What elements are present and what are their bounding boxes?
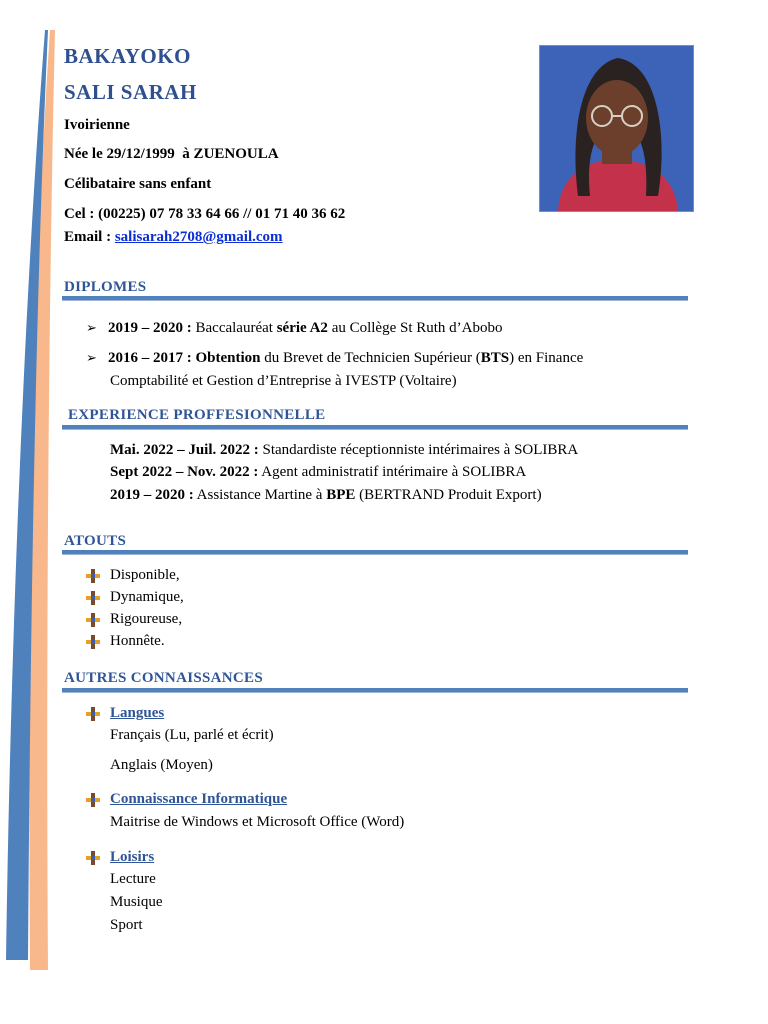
cross-bullet-icon xyxy=(86,591,100,605)
nationality: Ivoirienne xyxy=(64,117,130,133)
cross-bullet-icon xyxy=(86,569,100,583)
portrait-icon xyxy=(540,46,693,211)
arrow-bullet-icon: ➢ xyxy=(86,350,97,365)
section-title-diplomes: DIPLOMES xyxy=(64,279,147,295)
informatique-item: Maitrise de Windows et Microsoft Office (Word) xyxy=(110,814,405,830)
profile-photo xyxy=(539,45,694,212)
langue-item: Français (Lu, parlé et écrit) xyxy=(110,727,274,743)
diploma-item: ➢ 2016 – 2017 : Obtention du Brevet de Technicien Supérieur (BTS) en Finance xyxy=(86,350,584,366)
diploma-item: ➢ 2019 – 2020 : Baccalauréat série A2 au Collège St Ruth d’Abobo xyxy=(86,320,503,336)
phone: Cel : (00225) 07 78 33 64 66 // 01 71 40 36 62 xyxy=(64,206,346,222)
cross-bullet-icon xyxy=(86,793,100,807)
birth-info: Née le 29/12/1999 à ZUENOULA xyxy=(64,146,279,162)
marital-status: Célibataire sans enfant xyxy=(64,176,212,192)
arrow-bullet-icon: ➢ xyxy=(86,320,97,335)
diploma-item-line2: Comptabilité et Gestion d’Entreprise à IVESTP (Voltaire) xyxy=(110,373,457,389)
email-row xyxy=(64,229,283,246)
first-names: SALI SARAH xyxy=(64,80,197,104)
email-label: Email : xyxy=(64,229,115,245)
experience-item: Mai. 2022 – Juil. 2022 : Standardiste réceptionniste intérimaires à SOLIBRA xyxy=(110,442,579,458)
section-rule xyxy=(62,296,688,301)
section-rule xyxy=(62,550,688,555)
cross-bullet-icon xyxy=(86,613,100,627)
atouts-list: Disponible, Dynamique, Rigoureuse, Honnête. xyxy=(86,567,386,657)
experience-item: 2019 – 2020 : Assistance Martine à BPE (BERTRAND Produit Export) xyxy=(110,487,542,503)
langue-item: Anglais (Moyen) xyxy=(110,757,213,773)
section-rule xyxy=(62,688,688,693)
loisir-item: Sport xyxy=(110,917,143,933)
cross-bullet-icon xyxy=(86,635,100,649)
informatique-title: Connaissance Informatique xyxy=(110,791,288,807)
cross-bullet-icon xyxy=(86,851,100,865)
loisirs-title: Loisirs xyxy=(110,849,155,865)
cross-bullet-icon xyxy=(86,707,100,721)
loisir-item: Lecture xyxy=(110,871,156,887)
side-decoration xyxy=(0,30,60,975)
langues-title: Langues xyxy=(110,705,165,721)
email-link[interactable]: salisarah2708@gmail.com xyxy=(114,229,283,245)
section-title-atouts: ATOUTS xyxy=(64,533,127,549)
section-title-autres: AUTRES CONNAISSANCES xyxy=(64,670,263,686)
experience-item: Sept 2022 – Nov. 2022 : Agent administratif intérimaire à SOLIBRA xyxy=(110,464,527,480)
section-title-experience: EXPERIENCE PROFFESIONNELLE xyxy=(68,407,326,423)
section-rule xyxy=(62,425,688,430)
last-name: BAKAYOKO xyxy=(64,44,191,68)
loisir-item: Musique xyxy=(110,894,163,910)
